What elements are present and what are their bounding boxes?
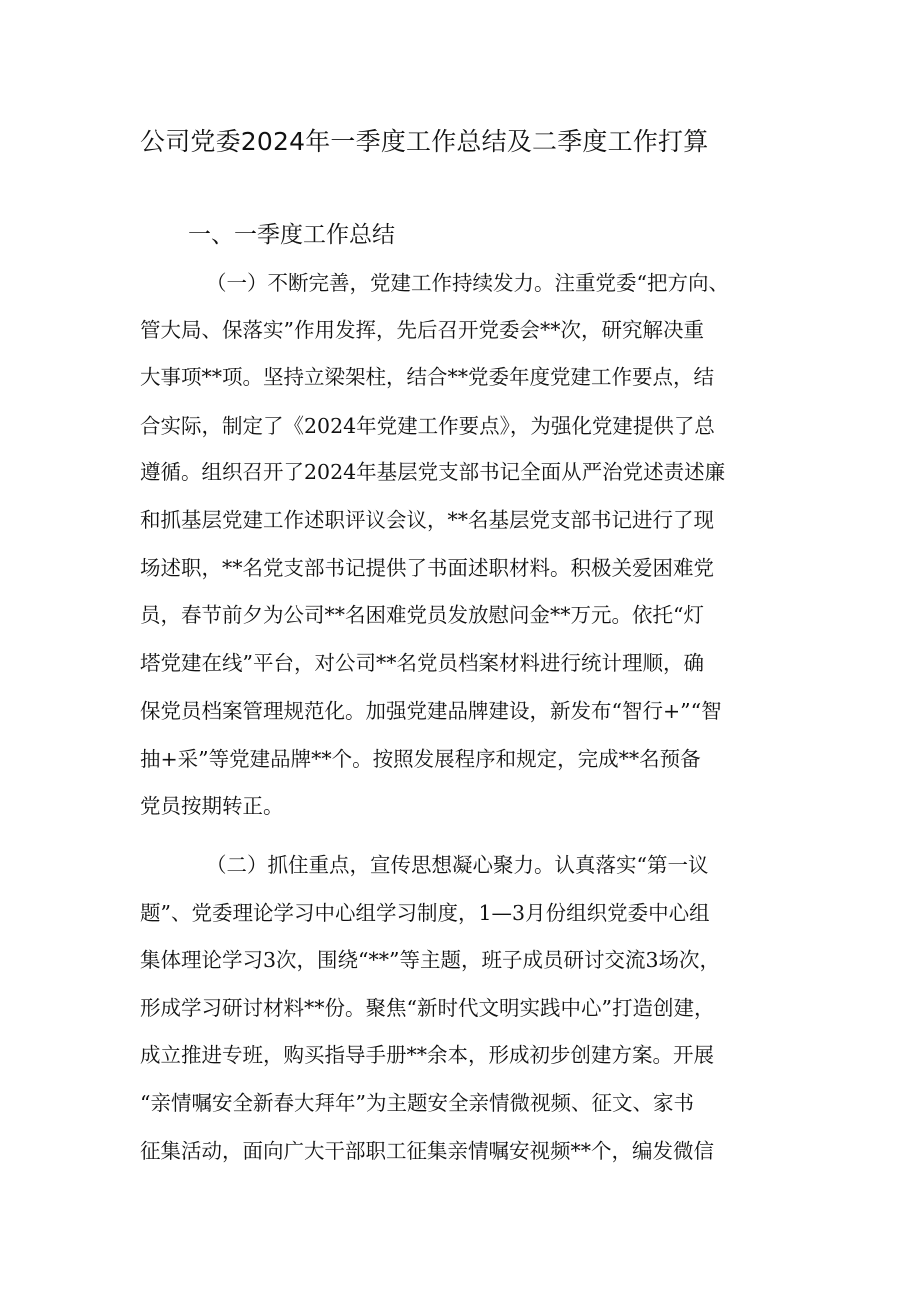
paragraph-1-line-10: 保党员档案管理规范化。加强党建品牌建设，新发布“智行+”“智 — [140, 699, 722, 723]
paragraph-2-line-4: 形成学习研讨材料**份。聚焦“新时代文明实践中心”打造创建， — [140, 996, 715, 1020]
paragraph-1-line-5: 遵循。组织召开了2024年基层党支部书记全面从严治党述责述廉 — [140, 460, 726, 484]
paragraph-2-line-1: （二）抓住重点，宣传思想凝心聚力。认真落实“第一议 — [206, 853, 709, 877]
paragraph-2-line-6: “亲情嘱安全新春大拜年”为主题安全亲情微视频、征文、家书 — [140, 1091, 694, 1115]
paragraph-1-line-7: 场述职，**名党支部书记提供了书面述职材料。积极关爱困难党 — [140, 556, 714, 580]
paragraph-2-line-2: 题”、党委理论学习中心组学习制度，1—3月份组织党委中心组 — [140, 901, 710, 925]
paragraph-1-line-11: 抽+采”等党建品牌**个。按照发展程序和规定，完成**名预备 — [140, 747, 701, 771]
paragraph-2-line-3: 集体理论学习3次，围绕“**”等主题，班子成员研讨交流3场次， — [140, 948, 721, 972]
section-heading: 一、一季度工作总结 — [188, 222, 395, 248]
paragraph-2-line-5: 成立推进专班，购买指导手册**余本，形成初步创建方案。开展 — [140, 1043, 714, 1067]
paragraph-1-line-1: （一）不断完善，党建工作持续发力。注重党委“把方向、 — [206, 271, 729, 295]
paragraph-1-line-12: 党员按期转正。 — [140, 794, 284, 818]
paragraph-1-line-2: 管大局、保落实”作用发挥，先后召开党委会**次，研究解决重 — [140, 318, 704, 342]
paragraph-1-line-9: 塔党建在线”平台，对公司**名党员档案材料进行统计理顺，确 — [140, 651, 704, 675]
paragraph-2-line-7: 征集活动，面向广大干部职工征集亲情嘱安视频**个，编发微信 — [140, 1139, 714, 1163]
document-title: 公司党委2024年一季度工作总结及二季度工作打算 — [140, 127, 709, 156]
paragraph-1-line-6: 和抓基层党建工作述职评议会议，**名基层党支部书记进行了现 — [140, 508, 714, 532]
paragraph-1-line-3: 大事项**项。坚持立梁架柱，结合**党委年度党建工作要点，结 — [140, 365, 714, 389]
paragraph-1-line-4: 合实际，制定了《2024年党建工作要点》，为强化党建提供了总 — [140, 414, 715, 438]
paragraph-1-line-8: 员，春节前夕为公司**名困难党员发放慰问金**万元。依托“灯 — [140, 603, 704, 627]
